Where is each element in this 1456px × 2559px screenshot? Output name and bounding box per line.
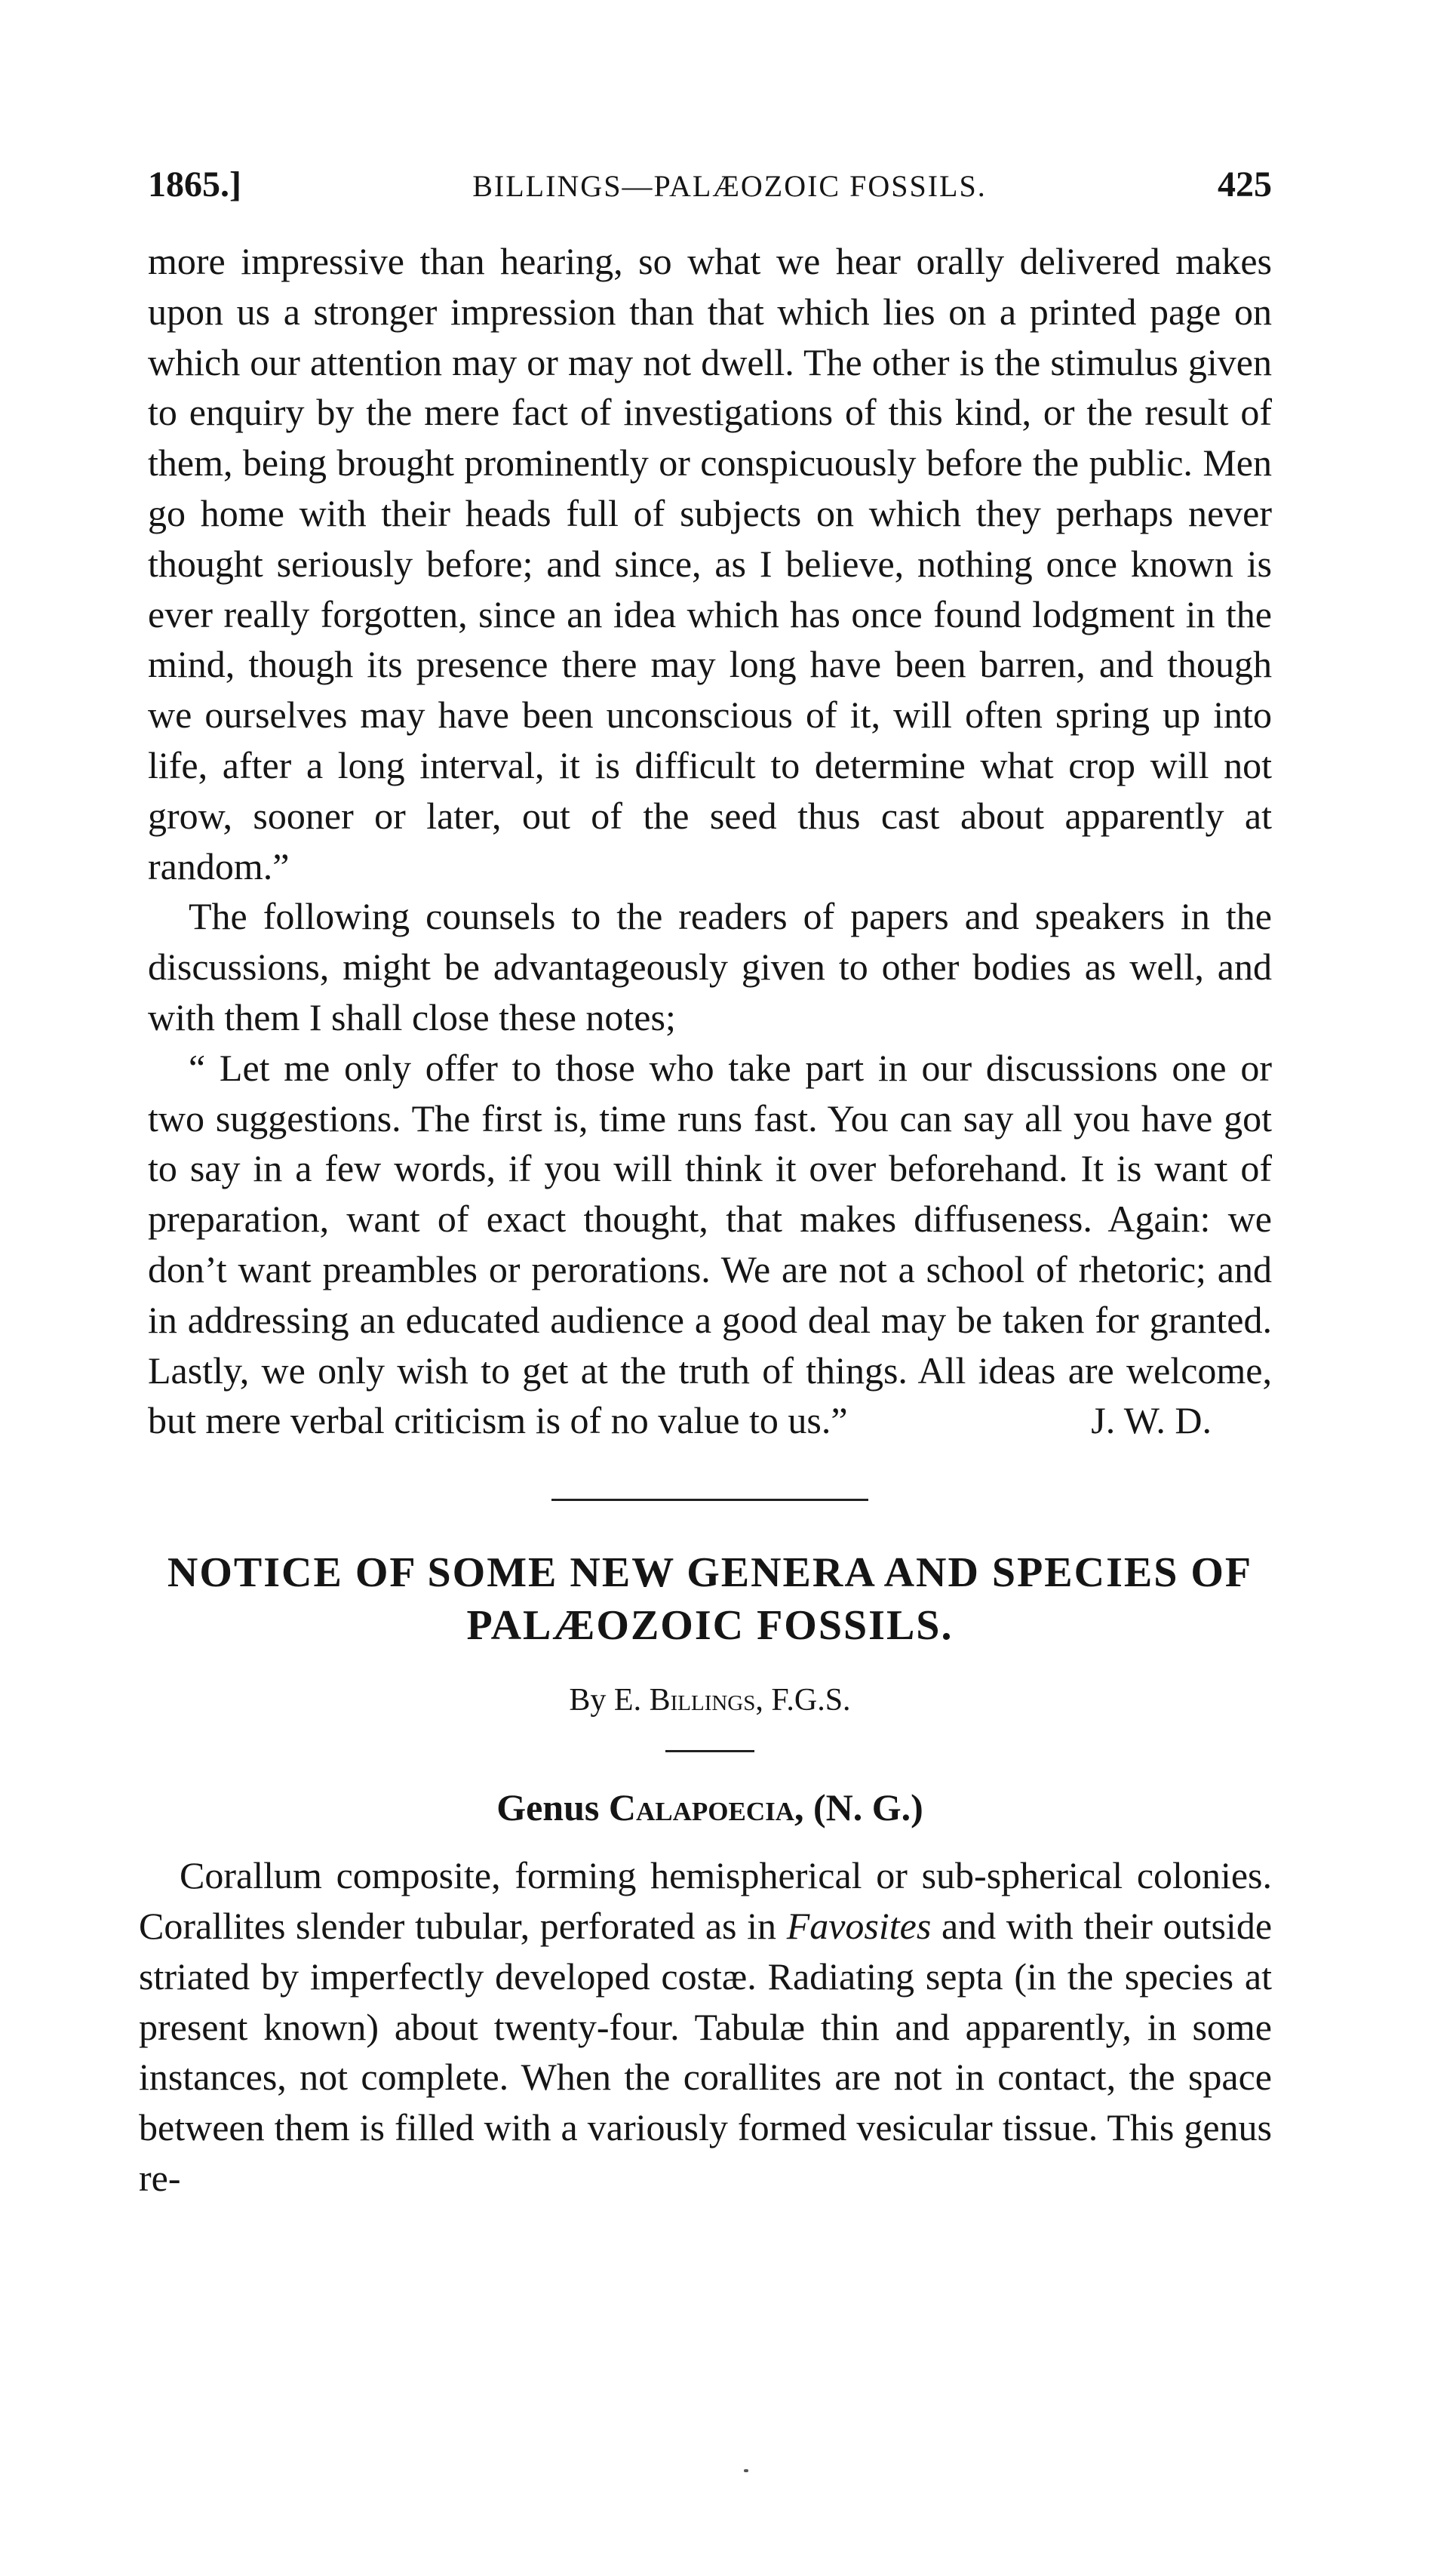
paragraph-quotation (148, 1043, 1272, 1446)
author-signature: J. W. D. (1091, 1399, 1212, 1442)
genus-description (139, 1850, 1272, 2204)
page (139, 162, 1273, 2204)
running-head-title: BILLINGS—PALÆOZOIC FOSSILS. (472, 169, 987, 203)
running-head (148, 162, 1272, 209)
continued-article (148, 236, 1272, 1446)
running-head-year: 1865.] (148, 165, 241, 205)
article-title-line-1: NOTICE OF SOME NEW GENERA AND SPECIES OF (167, 1549, 1253, 1597)
paragraph-counsels: The following counsels to the readers of papers and speakers in the discussions, might be advantageously given to other bodies as well, and with them I shall close these notes; (148, 895, 1272, 1038)
page-number: 425 (1217, 165, 1272, 205)
byline (148, 1678, 1272, 1723)
genus-description-part-1: Corallum composite, forming hemispherical or sub-spherical colonies. Corallites slender tubular, perforated as in (139, 1854, 1272, 1947)
byline-divider (665, 1750, 754, 1752)
article-title-line-2: PALÆOZOIC FOSSILS. (466, 1602, 954, 1650)
page-mark (744, 2469, 748, 2472)
paragraph-continued: more impressive than hearing, so what we hear orally delivered makes upon us a stronger impression than that which lies on a printed page on which our attention may or may not dwell. The other is the stimulus given to enquiry by the mere fact of investigations of this kind, or the result of them, being brought prominently or conspicuously before the public. Men go home with their heads full of subjects on which they perhaps never thought seriously before; and since, as I believe, nothing once known is ever really forgotten, since an idea which has once found lodgment in the mind, though its presence there may long have been barren, and though we ourselves may have been unconscious of it, will often spring up into life, after a long interval, it is difficult to determine what crop will not grow, sooner or later, out of the seed thus cast about apparently at random.” (148, 240, 1272, 887)
genus-name: Calapoecia (608, 1786, 794, 1829)
byline-author: Billings (649, 1683, 756, 1718)
quotation-text: “ Let me only offer to those who take part in our discussions one or two suggestions. The first is, time runs fast. You can say all you have got to say in a few words, if you will think it over beforehand. It is want of preparation, want of exact thought, that makes diffuseness. Again: we don’t want preambles or perorations. We are not a school of rhetoric; and in addressing an educated audience a good deal may be taken for granted. Lastly, we only wish to get at the truth of things. All ideas are welcome, but mere verbal criticism is of no value to us.” (148, 1046, 1272, 1442)
section-divider (551, 1499, 868, 1501)
genus-heading (148, 1782, 1272, 1832)
byline-suffix: , F.G.S. (755, 1683, 851, 1718)
byline-prefix: By E. (569, 1683, 642, 1718)
genus-description-part-2: and with their outside striated by imperfectly developed costæ. Radiating septa (in the species at present known) about twenty-four. Tabulæ thin and apparently, in some instances, not complete. When the corallites are not in contact, the space between them is filled with a variously formed vesicular tissue. This genus re- (139, 1904, 1273, 2199)
genus-reference-favosites: Favosites (786, 1904, 932, 1947)
genus-note: , (N. G.) (794, 1786, 923, 1829)
article-title (148, 1546, 1272, 1652)
genus-word: Genus (496, 1786, 600, 1829)
